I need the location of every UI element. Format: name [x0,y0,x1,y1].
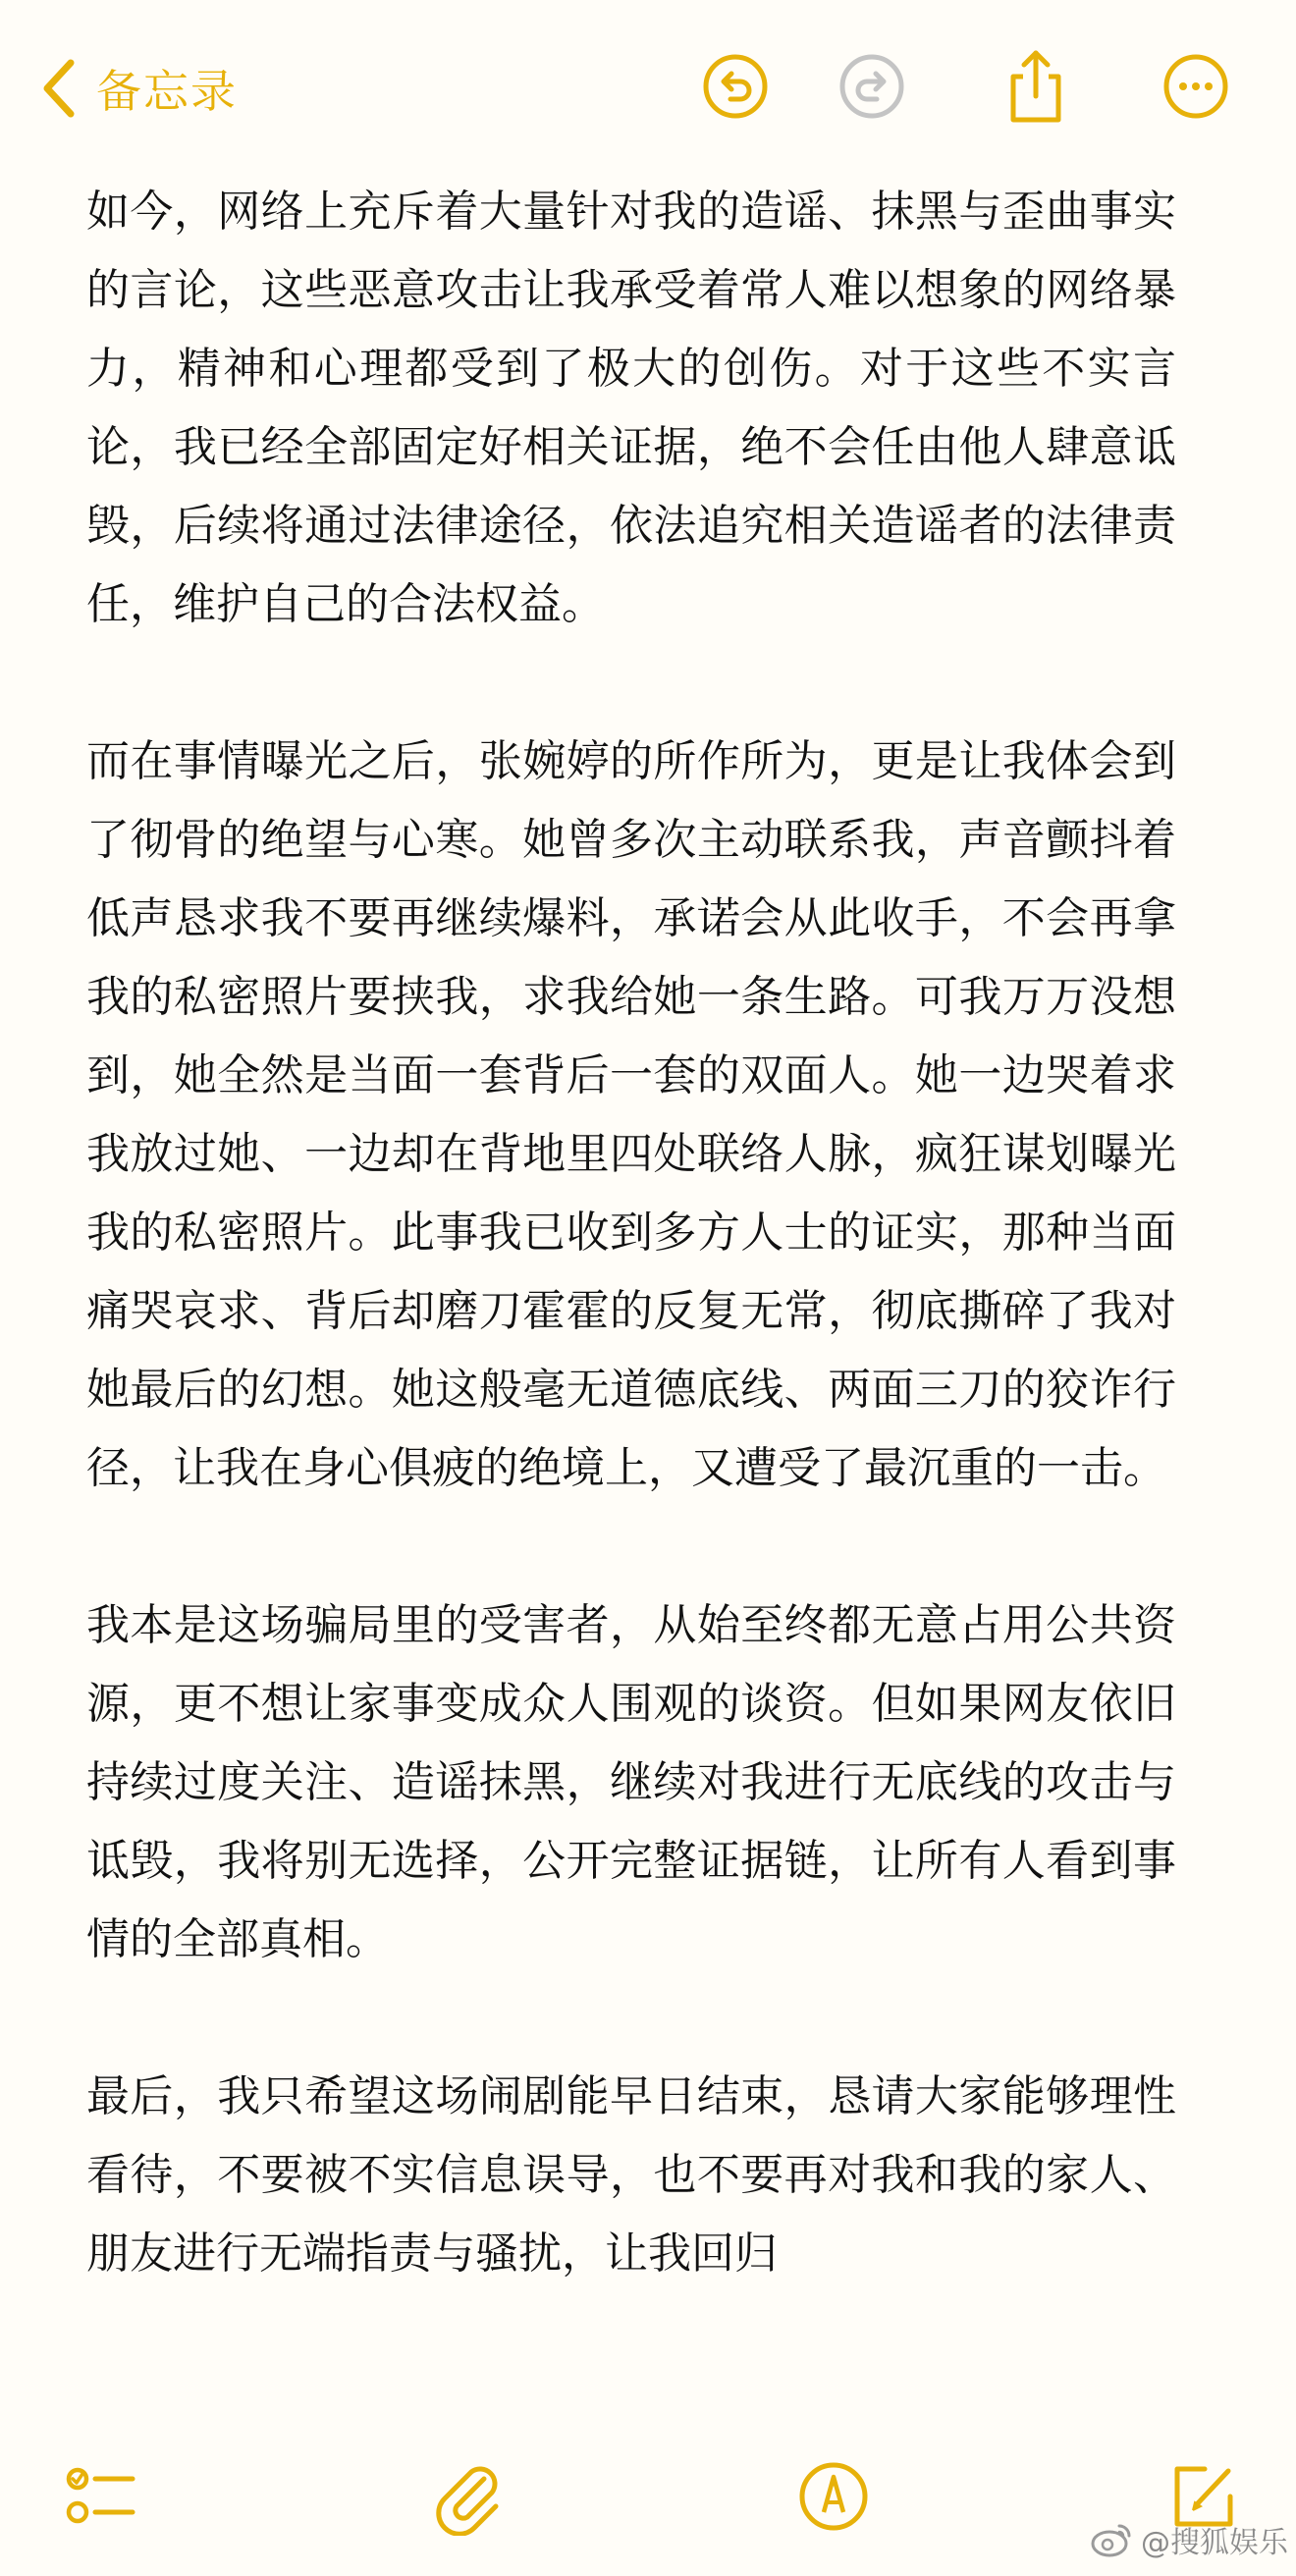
note-paragraph: 我本是这场骗局里的受害者，从始至终都无意占用公共资源，更不想让家事变成众人围观的谈资。但如果网友依旧持续过度关注、造谣抹黑，继续对我进行无底线的攻击与诋毁，我将别无选择，公开完整证据链，让所有人看到事情的全部真相。 [86,1600,1176,1964]
attachment-button[interactable] [422,2454,511,2543]
undo-button[interactable] [696,49,775,128]
note-paragraph: 如今，网络上充斥着大量针对我的造谣、抹黑与歪曲事实的言论，这些恶意攻击让我承受着常人难以想象的网络暴力，精神和心理都受到了极大的创伤。对于这些不实言论，我已经全部固定好相关证据，绝不会任由他人肆意诋毁，后续将通过法律途径，依法追究相关造谣者的法律责任，维护自己的合法权益。 [86,187,1176,629]
note-paragraph: 最后，我只希望这场闹剧能早日结束，恳请大家能够理性看待，不要被不实信息误导，也不要再对我和我的家人、朋友进行无端指责与骚扰，让我回归 [86,2071,1176,2279]
navigation-bar [0,0,1296,177]
redo-icon [837,52,906,125]
chevron-left-icon [29,49,88,128]
back-button[interactable] [29,49,238,128]
note-body[interactable] [86,173,1176,2409]
markup-button[interactable] [789,2454,878,2543]
undo-icon [701,52,770,125]
more-button[interactable] [1157,49,1235,128]
checklist-button[interactable] [57,2454,145,2543]
more-icon [1161,52,1230,125]
share-button[interactable] [997,49,1075,128]
weibo-logo-icon [1090,2520,1133,2559]
markup-pen-icon [794,2457,873,2540]
back-label: 备忘录 [96,65,238,118]
redo-button[interactable] [833,49,911,128]
checklist-icon [62,2457,140,2540]
watermark [1090,2515,1288,2564]
watermark-text: @搜狐娱乐 [1141,2526,1288,2560]
note-paragraph: 而在事情曝光之后，张婉婷的所作所为，更是让我体会到了彻骨的绝望与心寒。她曾多次主动联系我，声音颤抖着低声恳求我不要再继续爆料，承诺会从此收手，不会再拿我的私密照片要挟我，求我给她一条生路。可我万万没想到，她全然是当面一套背后一套的双面人。她一边哭着求我放过她、一边却在背地里四处联络人脉，疯狂谋划曝光我的私密照片。此事我已收到多方人士的证实，那种当面痛哭哀求、背后却磨刀霍霍的反复无常，彻底撕碎了我对她最后的幻想。她这般毫无道德底线、两面三刀的狡诈行径，让我在身心俱疲的绝境上，又遭受了最沉重的一击。 [86,736,1176,1493]
share-icon [1001,47,1070,130]
paperclip-icon [427,2457,506,2540]
